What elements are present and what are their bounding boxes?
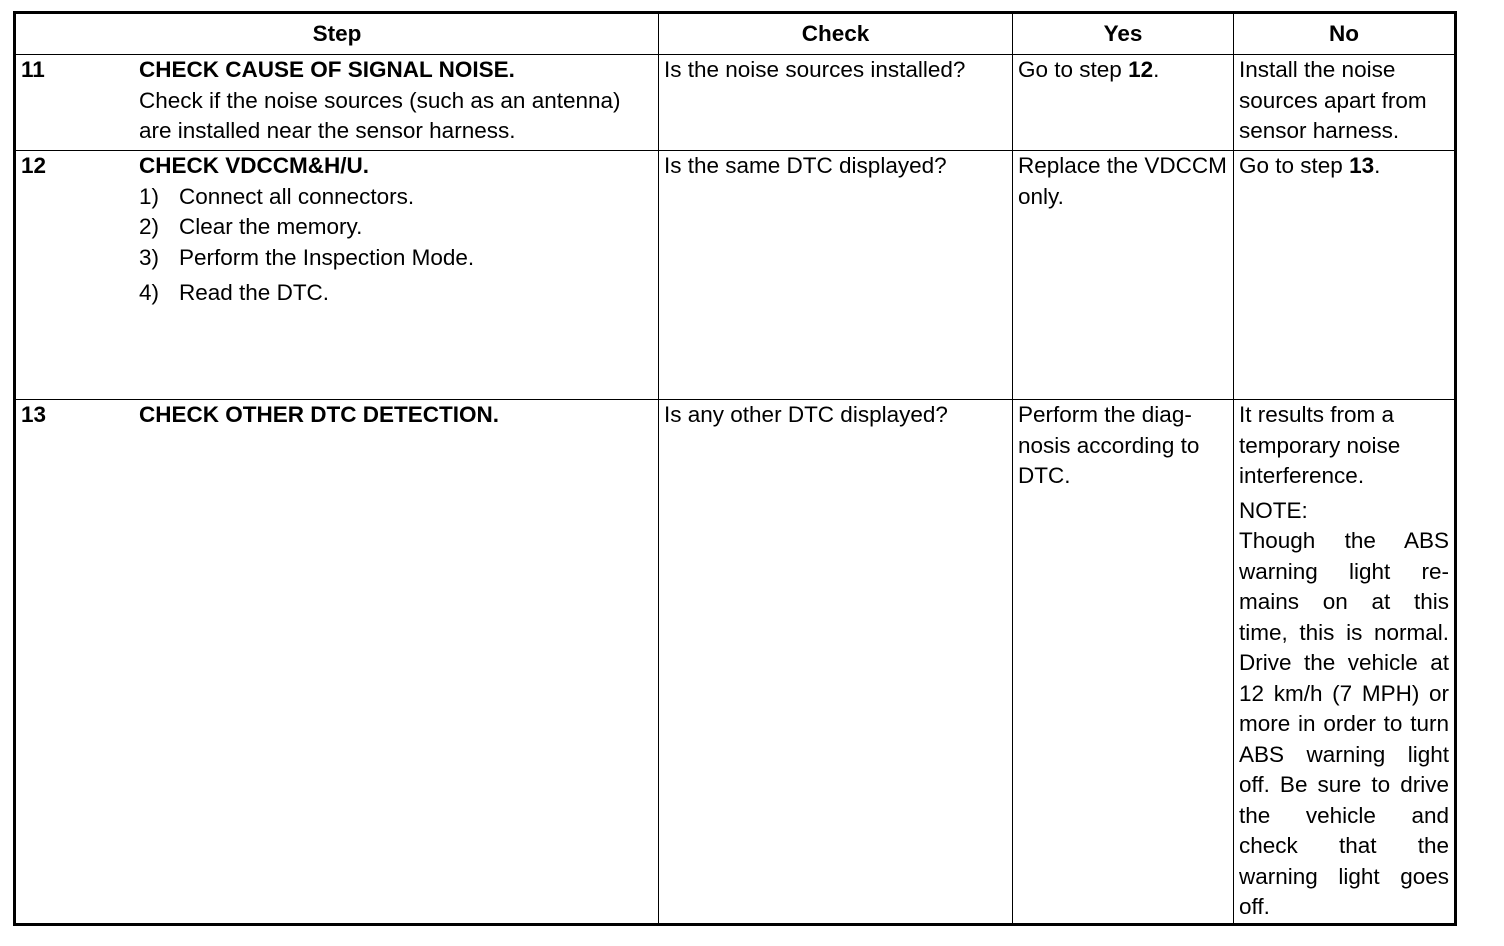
step-number: 13 [21,402,47,427]
step-title: CHECK CAUSE OF SIGNAL NOISE. [139,57,515,82]
check-cell: Is any other DTC displayed? [659,400,1013,925]
note-text: Though the ABS warning light re-mains on at this time, this is normal. Drive the vehicle at 12 km/h (7 MPH) or more in order to turn ABS warning light off. Be sure to drive the vehicle and check that the warning light goes off. [1239,528,1449,919]
yes-text: Go to step [1018,57,1129,82]
header-yes: Yes [1013,13,1234,55]
no-cell [1234,151,1456,400]
step-number: 11 [21,57,45,82]
step-title: CHECK OTHER DTC DETECTION. [139,402,499,427]
header-check: Check [659,13,1013,55]
procedure-item [139,212,653,243]
no-cell: Install the noise sources apart from sensor harness. [1234,55,1456,151]
table-header-row [15,13,1456,55]
procedure-text: Perform the Inspection Mode. [179,244,475,270]
procedure-num: 1) [139,183,160,209]
step-cell [15,151,659,400]
procedure-num: 3) [139,244,160,270]
table-row-step-12 [15,151,1456,400]
no-suffix: . [1374,153,1381,178]
diagnostic-table [13,11,1457,926]
procedure-item [139,278,653,309]
step-description: Check if the noise sources (such as an antenna) are installed near the sensor harness. [139,87,621,143]
yes-suffix: . [1153,57,1160,82]
procedure-list [139,182,653,309]
no-text: Go to step [1239,153,1350,178]
yes-cell [1013,55,1234,151]
yes-step-ref: 12 [1128,57,1154,82]
no-step-ref: 13 [1349,153,1375,178]
no-cell [1234,400,1456,925]
procedure-text: Read the DTC. [179,280,330,305]
table-row-step-11 [15,55,1456,151]
note-label: NOTE: [1239,497,1308,523]
header-step: Step [15,13,659,55]
step-cell [15,55,659,151]
procedure-num: 4) [139,280,160,305]
no-text: It results from a temporary noise interference. [1239,402,1401,488]
procedure-item [139,182,653,213]
header-no: No [1234,13,1456,55]
yes-cell: Perform the diag-nosis according to DTC. [1013,400,1234,925]
step-number: 12 [21,153,47,178]
table-row-step-13 [15,400,1456,925]
step-cell [15,400,659,925]
procedure-item [139,243,653,274]
procedure-text: Clear the memory. [179,214,363,239]
check-cell: Is the noise sources installed? [659,55,1013,151]
procedure-num: 2) [139,214,160,239]
yes-cell: Replace the VDCCM only. [1013,151,1234,400]
procedure-text: Connect all connectors. [179,183,415,209]
check-cell: Is the same DTC displayed? [659,151,1013,400]
step-title: CHECK VDCCM&H/U. [139,153,369,178]
